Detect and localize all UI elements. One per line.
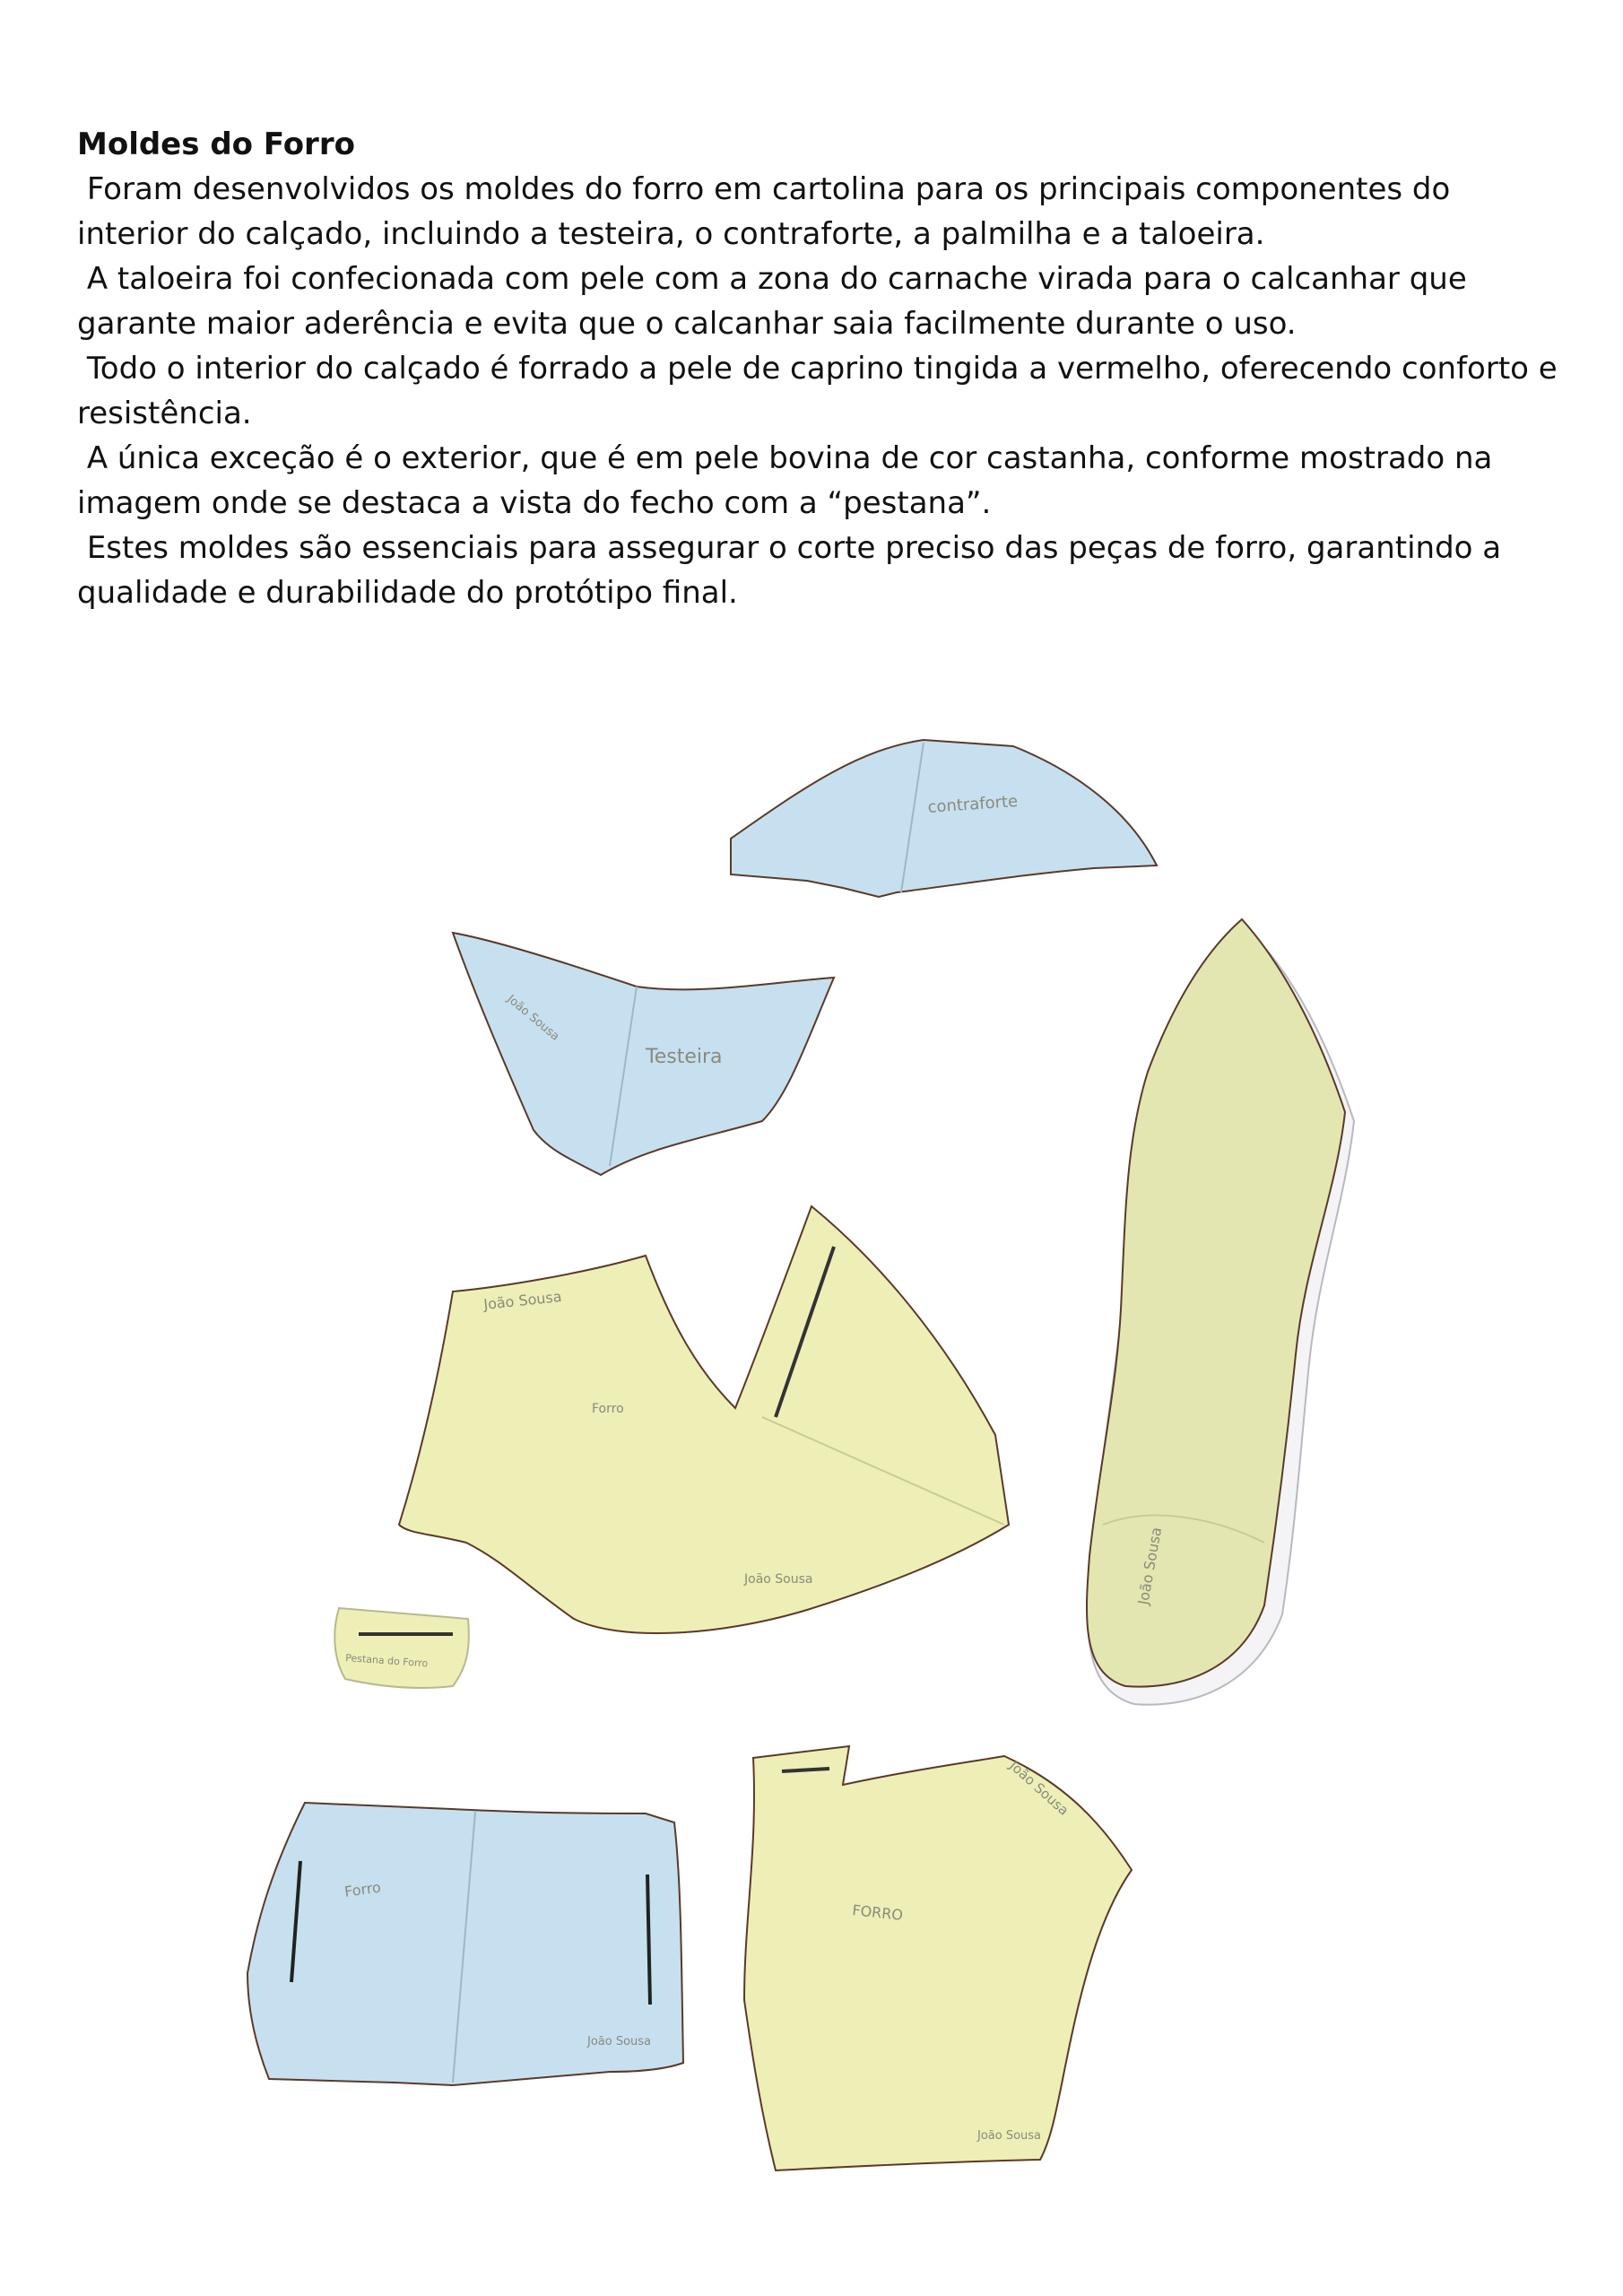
forro-quarter-shape <box>399 1206 1009 1633</box>
forro-blue-pattern <box>247 1803 683 2085</box>
palmilha-signature: João Sousa <box>1134 1526 1166 1606</box>
forro-quarter-pattern <box>399 1206 1009 1633</box>
forro-blue-signature: João Sousa <box>587 2035 652 2048</box>
forro-back-top-label: João Sousa <box>1006 1757 1072 1819</box>
forro-back-signature: João Sousa <box>977 2129 1042 2143</box>
paragraph-2: A taloeira foi confecionada com pele com a zona do carnache virada para o calcanhar que garante maior aderência e evita que o calcanhar saia facilmente durante o uso. <box>77 261 1477 342</box>
forro-quarter-signature: João Sousa <box>744 1572 813 1587</box>
contraforte-pattern <box>731 740 1157 897</box>
testeira-signature: João Sousa <box>504 992 562 1044</box>
pestana-shape <box>334 1608 469 1688</box>
contraforte-shape <box>731 740 1157 897</box>
testeira-label: Testeira <box>646 1046 723 1068</box>
palmilha-pattern <box>1087 919 1354 1705</box>
testeira-shape <box>453 933 834 1175</box>
section-title: Moldes do Forro <box>77 126 355 162</box>
paragraph-3: Todo o interior do calçado é forrado a pele de caprino tingida a vermelho, oferecendo conforto e resistência. <box>77 351 1567 431</box>
pestana-label: Pestana do Forro <box>344 1652 429 1670</box>
forro-back-shape <box>744 1746 1132 2170</box>
paragraph-1: Foram desenvolvidos os moldes do forro em cartolina para os principais componentes do interior do calçado, incluindo a testeira, o contraforte, a palmilha e a taloeira. <box>77 171 1461 252</box>
forro-blue-label: Forro <box>343 1878 382 1900</box>
testeira-pattern <box>453 933 834 1175</box>
paragraph-5: Estes moldes são essenciais para assegurar o corte preciso das peças de forro, garantindo a qualidade e durabilidade do protótipo final. <box>77 530 1511 611</box>
patterns-photo <box>0 700 1623 2296</box>
paragraph-4: A única exceção é o exterior, que é em pele bovina de cor castanha, conforme mostrado na imagem onde se destaca a vista do fecho com a “pestana”. <box>77 440 1503 521</box>
forro-back-label: FORRO <box>851 1901 904 1924</box>
pestana-pattern <box>334 1608 469 1688</box>
forro-back-pattern <box>744 1746 1132 2170</box>
contraforte-label: contraforte <box>926 792 1019 817</box>
forro-quarter-top-label: João Sousa <box>482 1287 563 1313</box>
document-text <box>77 122 1566 615</box>
forro-quarter-label: Forro <box>592 1402 624 1416</box>
